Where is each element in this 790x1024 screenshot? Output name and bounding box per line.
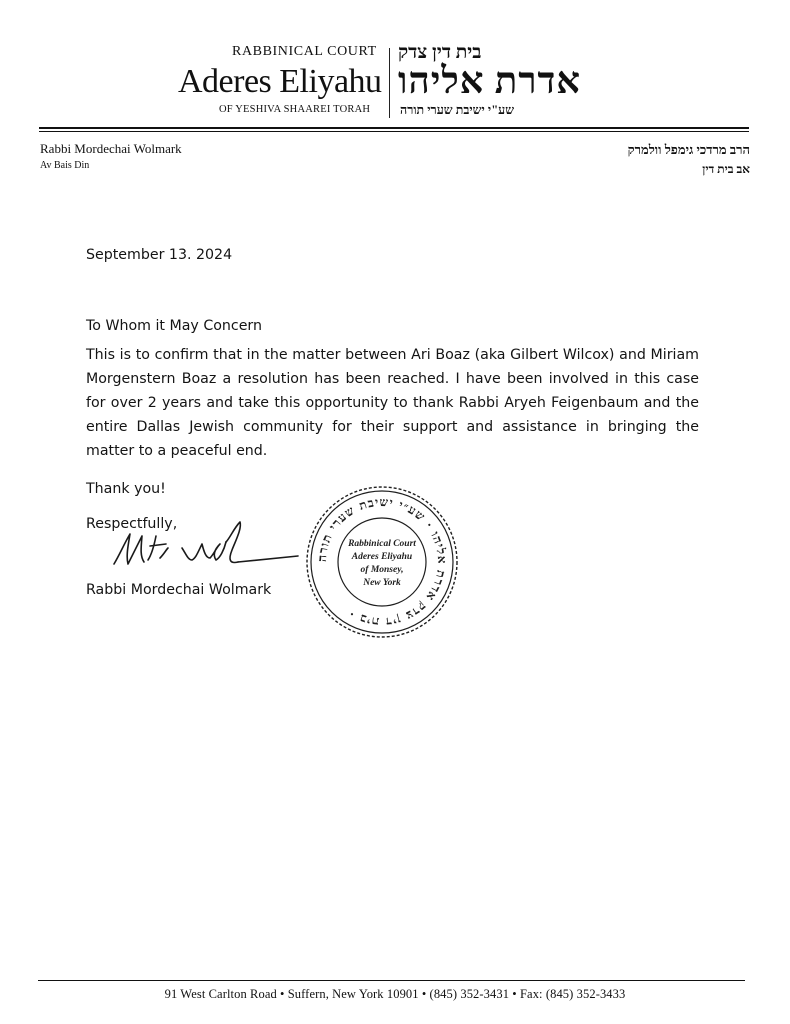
footer-address: 91 West Carlton Road • Suffern, New York 10901 • (845) 352-3431 • Fax: (845) 352-3433 [164, 987, 626, 1001]
court-subtitle-english: OF YESHIVA SHAAREI TORAH [219, 104, 371, 115]
letter-thanks: Thank you! [86, 481, 166, 497]
rabbi-name-hebrew: הרב מרדכי גימפל וולמרק [627, 142, 750, 157]
header-rule [39, 127, 749, 129]
rabbi-title-hebrew: אב בית דין [702, 162, 750, 176]
handwritten-signature [108, 514, 308, 576]
court-title-english: RABBINICAL COURT [232, 44, 377, 59]
court-title-hebrew: בית דין צדק [398, 42, 482, 63]
svg-text:Rabbinical Court: Rabbinical Court [348, 539, 416, 549]
header-rule-thin [39, 131, 749, 132]
signer-name: Rabbi Mordechai Wolmark [86, 582, 272, 598]
court-subtitle-hebrew: שע"י ישיבת שערי תורה [400, 103, 515, 117]
court-name-english: Aderes Eliyahu [178, 63, 382, 100]
letter-salutation: To Whom it May Concern [86, 318, 263, 334]
svg-text:Aderes Eliyahu: Aderes Eliyahu [351, 552, 413, 562]
letterhead-divider [389, 48, 390, 118]
letter-body-paragraph: This is to confirm that in the matter between Ari Boaz (aka Gilbert Wilcox) and Miriam Morgenstern Boaz a resolution has been reached. I have been involved in this case for over 2 years and take this opportunity to thank Rabbi Aryeh Feigenbaum and the entire Dallas Jewish community for their support and assistance in bringing the matter to a peaceful end. [86, 347, 699, 459]
svg-text:בית דין צדק אדרת אליהו · שע״י: בית דין צדק אדרת אליהו · שע״י ישיבת שערי תורה · [314, 494, 450, 630]
svg-text:New York: New York [363, 578, 401, 588]
letter-closing: Respectfully, [86, 516, 178, 532]
letter-date: September 13. 2024 [86, 247, 233, 263]
court-seal-stamp [304, 484, 460, 640]
court-name-hebrew: אדרת אליהו [398, 61, 582, 102]
rabbi-name-english: Rabbi Mordechai Wolmark [40, 141, 182, 156]
rabbi-title-english: Av Bais Din [40, 160, 90, 171]
footer-rule [38, 980, 745, 981]
svg-text:of Monsey,: of Monsey, [360, 565, 404, 575]
